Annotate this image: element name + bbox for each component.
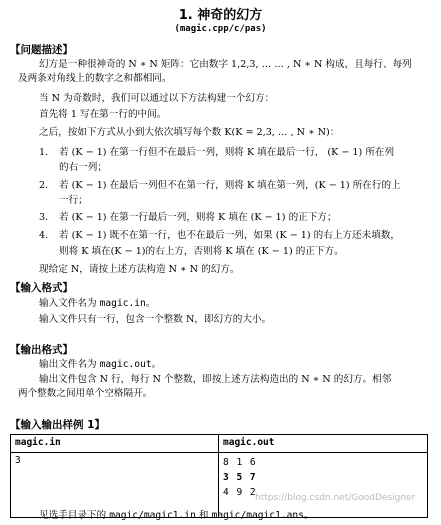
sample-output-row-2: 3 5 7	[223, 472, 257, 483]
footer-prefix: 见选手目录下的	[39, 510, 110, 521]
rule-3-number: 3.	[39, 212, 49, 223]
input-line-1	[39, 297, 155, 311]
source-file-names: (magic.cpp/c/pas)	[174, 24, 267, 34]
rule-3-line-a: 若 (K − 1) 在第一行最后一列，则将 K 填在 (K − 1) 的正下方；	[59, 212, 337, 223]
problem-paragraph-2: 当 N 为奇数时，我们可以通过以下方法构建一个幻方：	[39, 93, 275, 104]
problem-paragraph-5: 现给定 N，请按上述方法构造 N ∗ N 的幻方。	[39, 264, 240, 275]
input-file-name: magic.in	[99, 298, 146, 309]
sample-input-header: magic.in	[11, 435, 219, 453]
rule-4-number: 4.	[39, 230, 49, 241]
footer-middle: 和	[195, 510, 212, 521]
section-problem-heading: 【问题描述】	[10, 44, 73, 56]
output-line-1-prefix: 输出文件名为	[39, 359, 100, 370]
problem-title: 1. 神奇的幻方	[178, 8, 263, 23]
output-line-3: 两个整数之间用单个空格隔开。	[18, 388, 153, 399]
section-output-heading: 【输出格式】	[10, 344, 73, 356]
output-file-name: magic.out	[99, 359, 152, 370]
output-line-1-suffix: 。	[151, 359, 162, 370]
rule-4-line-b: 则将 K 填在(K − 1)的右上方，否则将 K 填在 (K − 1) 的正下方。	[59, 246, 344, 257]
sample-output-row-3: 4 9 2	[223, 487, 257, 498]
sample-input-value: 3	[15, 455, 21, 466]
rule-2-line-a: 若 (K − 1) 在最后一列但不在第一行，则将 K 填在第一列，(K − 1) 所在行的上	[59, 180, 401, 191]
problem-paragraph-1a: 幻方是一种很神奇的 N ∗ N 矩阵：它由数字 1,2,3, … … , N ∗ N 构成，且每行、每列	[39, 59, 412, 70]
problem-paragraph-1b: 及两条对角线上的数字之和都相同。	[18, 73, 172, 84]
sample-header-row	[11, 435, 428, 453]
footer-file-1: magic/magic1.in	[109, 510, 196, 521]
output-line-2: 输出文件包含 N 行，每行 N 个整数，即按上述方法构造出的 N ∗ N 的幻方。相邻	[39, 374, 392, 385]
rule-1-line-b: 的右一列；	[59, 162, 107, 173]
footer-file-2: magic/magic1.ans	[211, 510, 304, 521]
input-line-1-prefix: 输入文件名为	[39, 298, 100, 309]
sample-output-row-1: 8 1 6	[223, 457, 257, 468]
rule-2-number: 2.	[39, 180, 49, 191]
section-input-heading: 【输入格式】	[10, 282, 73, 294]
section-sample-heading: 【输入输出样例 1】	[10, 419, 105, 431]
watermark: https://blog.csdn.net/GoodDesigner	[255, 493, 416, 503]
rule-4-line-a: 若 (K − 1) 既不在第一行，也不在最后一列，如果 (K − 1) 的右上方还未填数，	[59, 230, 401, 241]
problem-paragraph-4: 之后，按如下方式从小到大依次填写每个数 K(K = 2,3, … , N ∗ N)：	[39, 127, 340, 138]
rule-1-number: 1.	[39, 147, 49, 158]
input-line-1-suffix: 。	[145, 298, 156, 309]
rule-1-line-a: 若 (K − 1) 在第一行但不在最后一列，则将 K 填在最后一行， (K − 1) 所在列	[59, 147, 395, 158]
problem-paragraph-3: 首先将 1 写在第一行的中间。	[39, 109, 167, 120]
sample-output-header: magic.out	[219, 435, 428, 453]
footer-note	[39, 507, 314, 521]
rule-2-line-b: 一行；	[59, 195, 88, 206]
input-line-2: 输入文件只有一行，包含一个整数 N，即幻方的大小。	[39, 314, 272, 325]
output-line-1	[39, 358, 161, 372]
footer-suffix: 。	[303, 510, 314, 521]
sample-table	[10, 434, 428, 518]
